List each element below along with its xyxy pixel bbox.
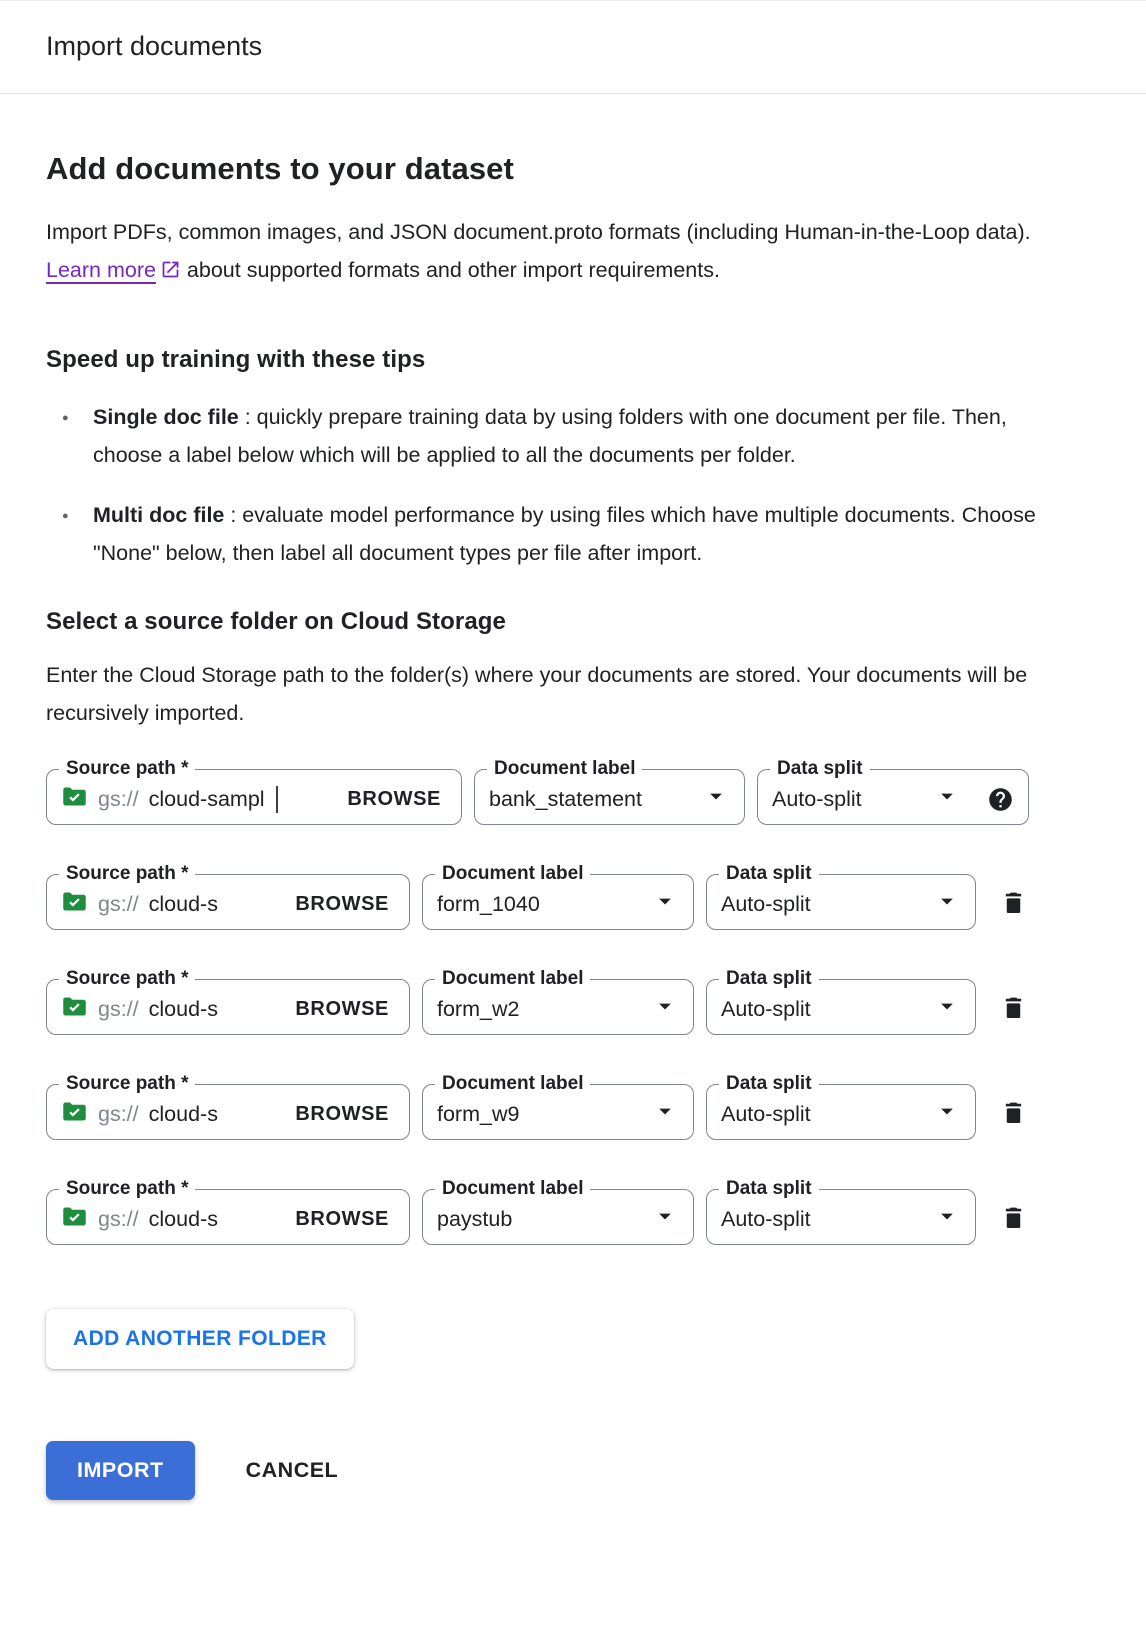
data-split-value: Auto-split bbox=[772, 786, 862, 811]
data-split-label: Data split bbox=[726, 1073, 812, 1094]
source-section-description: Enter the Cloud Storage path to the folder(s) where your documents are stored. Your documents will be recursively imported. bbox=[46, 663, 1028, 725]
data-split-label: Data split bbox=[777, 758, 863, 779]
source-path-label: Source path * bbox=[66, 1073, 189, 1094]
import-folder-row bbox=[46, 863, 1100, 930]
data-split-select[interactable] bbox=[719, 1095, 963, 1139]
document-label-label: Document label bbox=[442, 968, 584, 989]
data-split-label: Data split bbox=[726, 968, 812, 989]
source-path-value[interactable]: cloud-sampl bbox=[148, 786, 265, 811]
source-path-input[interactable] bbox=[59, 1200, 397, 1244]
browse-button[interactable]: BROWSE bbox=[289, 1099, 395, 1130]
folder-check-icon bbox=[61, 993, 88, 1026]
arrow-drop-down-icon[interactable] bbox=[933, 782, 961, 816]
document-label-select[interactable] bbox=[435, 1200, 681, 1244]
delete-folder-button[interactable] bbox=[996, 1095, 1031, 1133]
arrow-drop-down-icon[interactable] bbox=[651, 1202, 679, 1236]
intro-title: Add documents to your dataset bbox=[46, 151, 514, 186]
data-split-select[interactable] bbox=[719, 1200, 963, 1244]
document-label-field[interactable] bbox=[422, 968, 694, 1035]
folder-check-icon bbox=[61, 1203, 88, 1236]
import-button[interactable]: IMPORT bbox=[46, 1441, 195, 1500]
data-split-select[interactable] bbox=[770, 780, 1016, 824]
document-label-select[interactable] bbox=[435, 1095, 681, 1139]
arrow-drop-down-icon[interactable] bbox=[933, 887, 961, 921]
intro-description-before: Import PDFs, common images, and JSON document.proto formats (including Human-in-the-Loop data). bbox=[46, 220, 1031, 244]
source-path-label: Source path * bbox=[66, 863, 189, 884]
add-another-folder-button[interactable]: ADD ANOTHER FOLDER bbox=[46, 1309, 354, 1369]
gs-prefix: gs:// bbox=[98, 786, 139, 811]
data-split-value: Auto-split bbox=[721, 996, 811, 1021]
document-label-value: paystub bbox=[437, 1206, 513, 1231]
browse-button[interactable]: BROWSE bbox=[289, 889, 395, 920]
source-folder-section bbox=[46, 608, 1100, 1369]
arrow-drop-down-icon[interactable] bbox=[651, 1097, 679, 1131]
trash-icon bbox=[1000, 1099, 1027, 1129]
delete-folder-button[interactable] bbox=[996, 885, 1031, 923]
arrow-drop-down-icon[interactable] bbox=[933, 1097, 961, 1131]
data-split-label: Data split bbox=[726, 863, 812, 884]
document-label-label: Document label bbox=[494, 758, 636, 779]
source-path-field[interactable] bbox=[46, 758, 462, 825]
gs-prefix: gs:// bbox=[98, 996, 139, 1021]
open-in-new-icon[interactable] bbox=[160, 254, 181, 292]
tip-text: : evaluate model performance by using files which have multiple documents. Choose "None" below, then label all document types per file after import. bbox=[93, 503, 1036, 565]
tip-term: Single doc file bbox=[93, 405, 239, 429]
document-label-field[interactable] bbox=[422, 1073, 694, 1140]
dialog-title: Import documents bbox=[46, 31, 263, 61]
data-split-select[interactable] bbox=[719, 885, 963, 929]
source-section-title: Select a source folder on Cloud Storage bbox=[46, 608, 506, 635]
source-path-field[interactable] bbox=[46, 968, 410, 1035]
source-path-value[interactable]: cloud-s bbox=[148, 1101, 218, 1126]
document-label-value: bank_statement bbox=[489, 786, 642, 811]
document-label-value: form_w2 bbox=[437, 996, 520, 1021]
document-label-label: Document label bbox=[442, 1178, 584, 1199]
source-path-value[interactable]: cloud-s bbox=[148, 996, 218, 1021]
document-label-field[interactable] bbox=[474, 758, 745, 825]
folder-check-icon bbox=[61, 783, 88, 816]
source-path-label: Source path * bbox=[66, 968, 189, 989]
gs-prefix: gs:// bbox=[98, 891, 139, 916]
document-label-select[interactable] bbox=[435, 990, 681, 1034]
learn-more-link[interactable]: Learn more bbox=[46, 258, 156, 282]
tip-text: : quickly prepare training data by using folders with one document per file. Then, choose a label below which will be applied to all the documents per folder. bbox=[93, 405, 1007, 467]
gs-prefix: gs:// bbox=[98, 1206, 139, 1231]
source-path-value[interactable]: cloud-s bbox=[148, 1206, 218, 1231]
cancel-button[interactable]: CANCEL bbox=[242, 1450, 343, 1491]
document-label-select[interactable] bbox=[487, 780, 732, 824]
data-split-field[interactable] bbox=[706, 863, 976, 930]
import-folder-row bbox=[46, 758, 1100, 825]
data-split-value: Auto-split bbox=[721, 891, 811, 916]
source-path-label: Source path * bbox=[66, 1178, 189, 1199]
document-label-label: Document label bbox=[442, 863, 584, 884]
intro-description-after: about supported formats and other import requirements. bbox=[180, 258, 720, 282]
dialog-body bbox=[0, 94, 1146, 1534]
text-cursor bbox=[276, 786, 278, 813]
help-icon[interactable] bbox=[987, 786, 1014, 813]
tips-section bbox=[46, 346, 1100, 572]
tip-term: Multi doc file bbox=[93, 503, 225, 527]
import-folder-row bbox=[46, 1073, 1100, 1140]
folder-check-icon bbox=[61, 1098, 88, 1131]
gs-prefix: gs:// bbox=[98, 1101, 139, 1126]
source-path-label: Source path * bbox=[66, 758, 189, 779]
arrow-drop-down-icon[interactable] bbox=[702, 782, 730, 816]
source-path-value[interactable]: cloud-s bbox=[148, 891, 218, 916]
source-path-field[interactable] bbox=[46, 863, 410, 930]
data-split-field[interactable] bbox=[757, 758, 1029, 825]
dialog-actions bbox=[46, 1441, 1100, 1534]
data-split-select[interactable] bbox=[719, 990, 963, 1034]
browse-button[interactable]: BROWSE bbox=[289, 994, 395, 1025]
document-label-value: form_w9 bbox=[437, 1101, 520, 1126]
source-path-input[interactable] bbox=[59, 780, 449, 824]
dialog-header bbox=[0, 0, 1146, 94]
source-path-input[interactable] bbox=[59, 1095, 397, 1139]
source-path-input[interactable] bbox=[59, 885, 397, 929]
folder-check-icon bbox=[61, 888, 88, 921]
source-path-field[interactable] bbox=[46, 1178, 410, 1245]
intro-description bbox=[46, 213, 1031, 292]
document-label-field[interactable] bbox=[422, 863, 694, 930]
tip-item bbox=[93, 496, 1043, 572]
document-label-label: Document label bbox=[442, 1073, 584, 1094]
data-split-field[interactable] bbox=[706, 1178, 976, 1245]
data-split-value: Auto-split bbox=[721, 1206, 811, 1231]
import-folder-row bbox=[46, 968, 1100, 1035]
data-split-field[interactable] bbox=[706, 1073, 976, 1140]
data-split-field[interactable] bbox=[706, 968, 976, 1035]
source-path-input[interactable] bbox=[59, 990, 397, 1034]
browse-button[interactable]: BROWSE bbox=[341, 784, 447, 815]
arrow-drop-down-icon[interactable] bbox=[651, 992, 679, 1026]
import-folder-row bbox=[46, 1178, 1100, 1245]
tips-title: Speed up training with these tips bbox=[46, 346, 426, 373]
delete-folder-button[interactable] bbox=[996, 990, 1031, 1028]
trash-icon bbox=[1000, 1204, 1027, 1234]
arrow-drop-down-icon[interactable] bbox=[933, 1202, 961, 1236]
data-split-value: Auto-split bbox=[721, 1101, 811, 1126]
trash-icon bbox=[1000, 994, 1027, 1024]
tips-list bbox=[46, 398, 1100, 572]
browse-button[interactable]: BROWSE bbox=[289, 1204, 395, 1235]
tip-item bbox=[93, 398, 1043, 474]
arrow-drop-down-icon[interactable] bbox=[651, 887, 679, 921]
data-split-label: Data split bbox=[726, 1178, 812, 1199]
document-label-value: form_1040 bbox=[437, 891, 540, 916]
trash-icon bbox=[1000, 889, 1027, 919]
source-path-field[interactable] bbox=[46, 1073, 410, 1140]
document-label-field[interactable] bbox=[422, 1178, 694, 1245]
delete-folder-button[interactable] bbox=[996, 1200, 1031, 1238]
document-label-select[interactable] bbox=[435, 885, 681, 929]
arrow-drop-down-icon[interactable] bbox=[933, 992, 961, 1026]
